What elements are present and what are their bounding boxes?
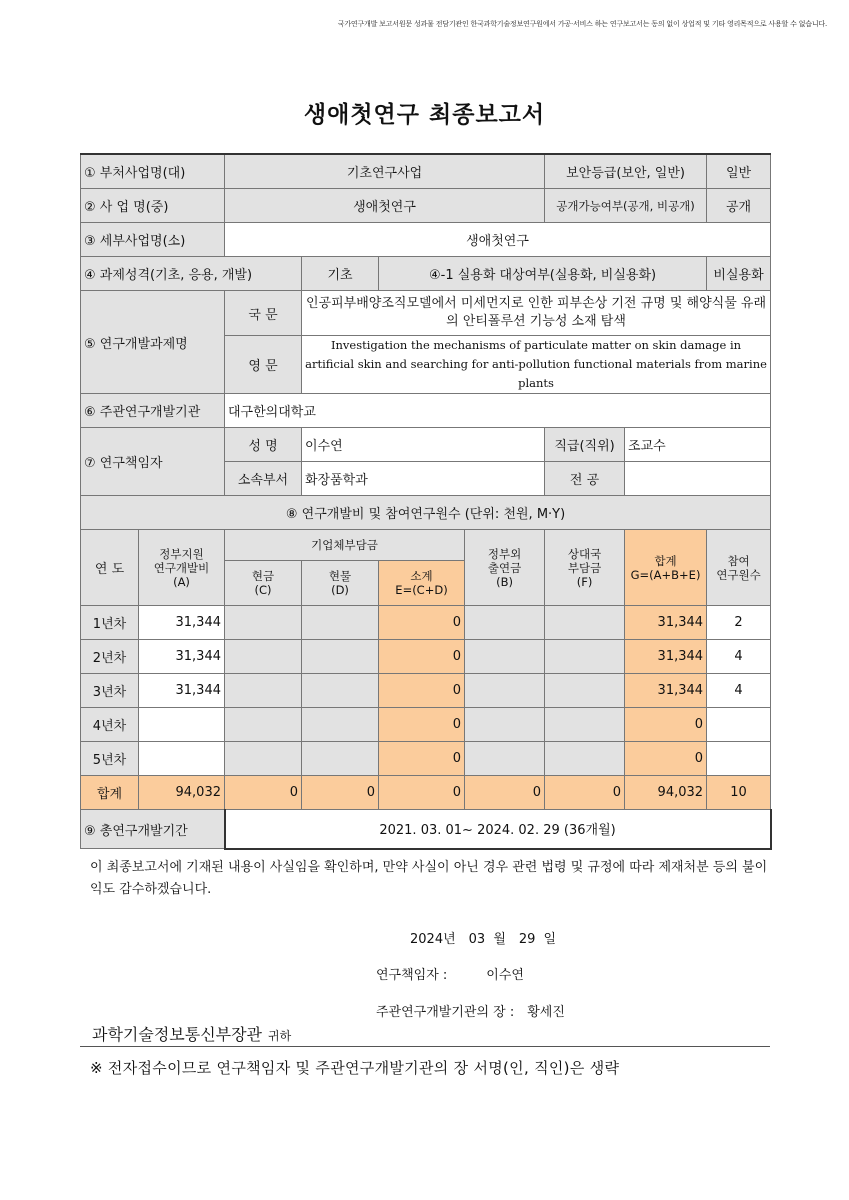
budget-row-4: 4년차 0 0 — [81, 708, 771, 742]
signer-pi: 연구책임자 : 이수연 — [376, 968, 524, 983]
page-title: 생애첫연구 최종보고서 — [303, 102, 546, 128]
header-subtotal: 소계 E=(C+D) — [379, 561, 465, 606]
ministry-value: 기초연구사업 — [225, 154, 545, 189]
header-kind: 현물 (D) — [302, 561, 379, 606]
row-budget-header-1 — [81, 530, 771, 561]
budget-row-3: 3년차 31,344 0 31,344 4 — [81, 674, 771, 708]
institution-label: ⑥ 주관연구개발기관 — [81, 394, 225, 428]
disclosure-value: 공개 — [707, 189, 771, 223]
pi-major-label: 전 공 — [545, 462, 625, 496]
security-label: 보안등급(보안, 일반) — [545, 154, 707, 189]
pi-rank-value: 조교수 — [625, 428, 771, 462]
period-label: ⑨ 총연구개발기간 — [81, 810, 225, 849]
header-other: 정부외 출연금 (B) — [465, 530, 545, 606]
budget-row-5: 5년차 0 0 — [81, 742, 771, 776]
ministry-label: ① 부처사업명(대) — [81, 154, 225, 189]
header-partner: 상대국 부담금 (F) — [545, 530, 625, 606]
security-value: 일반 — [707, 154, 771, 189]
disclosure-label: 공개가능여부(공개, 비공개) — [545, 189, 707, 223]
report-form-table — [80, 153, 772, 850]
recipient — [92, 1022, 291, 1045]
row-ministry — [81, 154, 771, 189]
footnote: ※ 전자접수이므로 연구책임자 및 주관연구개발기관의 장 서명(인, 직인)은 생략 — [90, 1059, 620, 1077]
pi-name-label: 성 명 — [225, 428, 302, 462]
header-corp: 기업체부담금 — [225, 530, 465, 561]
signer-head: 주관연구개발기관의 장 : 황세진 — [376, 1005, 565, 1020]
pi-dept-value: 화장품학과 — [302, 462, 545, 496]
row-character — [81, 257, 771, 291]
row-program — [81, 189, 771, 223]
row-period — [81, 810, 771, 849]
subprogram-value: 생애첫연구 — [225, 223, 771, 257]
divider — [80, 1046, 770, 1047]
row-pi-name — [81, 428, 771, 462]
pi-dept-label: 소속부서 — [225, 462, 302, 496]
row-subprogram — [81, 223, 771, 257]
budget-title: ⑧ 연구개발비 및 참여연구원수 (단위: 천원, M·Y) — [81, 496, 771, 530]
period-value: 2021. 03. 01~ 2024. 02. 29 (36개월) — [225, 810, 771, 849]
pi-label: ⑦ 연구책임자 — [81, 428, 225, 496]
pi-major-value — [625, 462, 771, 496]
budget-row-1: 1년차 31,344 0 31,344 2 — [81, 606, 771, 640]
character-value: 기초 — [302, 257, 379, 291]
confirmation-statement: 이 최종보고서에 기재된 내용이 사실임을 확인하며, 만약 사실이 아닌 경우 관련 법령 및 규정에 따라 제재처분 등의 불이익도 감수하겠습니다. — [90, 860, 768, 897]
budget-row-sum: 합계 94,032 0 0 0 0 0 94,032 10 — [81, 776, 771, 810]
title-en-label: 영 문 — [225, 336, 302, 394]
title-en-value: Investigation the mechanisms of particulate matter on skin damage in artificial skin and searching for anti-pollution functional materials from marine plants — [302, 336, 771, 394]
character-label: ④ 과제성격(기초, 응용, 개발) — [81, 257, 302, 291]
program-value: 생애첫연구 — [225, 189, 545, 223]
row-institution — [81, 394, 771, 428]
recipient-name: 과학기술정보통신부장관 — [92, 1025, 263, 1044]
header-cash: 현금 (C) — [225, 561, 302, 606]
row-budget-title — [81, 496, 771, 530]
header-total: 합계 G=(A+B+E) — [625, 530, 707, 606]
title-ko-label: 국 문 — [225, 291, 302, 336]
program-label: ② 사 업 명(중) — [81, 189, 225, 223]
project-title-label: ⑤ 연구개발과제명 — [81, 291, 225, 394]
institution-value: 대구한의대학교 — [225, 394, 771, 428]
header-year: 연 도 — [81, 530, 139, 606]
usage-notice: 국가연구개발 보고서원문 성과물 전담기관인 한국과학기술정보연구원에서 가공·서비스 하는 연구보고서는 동의 없이 상업적 및 기타 영리목적으로 사용할 수 없습니다. — [337, 20, 827, 28]
header-people: 참여 연구원수 — [707, 530, 771, 606]
budget-row-2: 2년차 31,344 0 31,344 4 — [81, 640, 771, 674]
commercialization-value: 비실용화 — [707, 257, 771, 291]
subprogram-label: ③ 세부사업명(소) — [81, 223, 225, 257]
pi-rank-label: 직급(직위) — [545, 428, 625, 462]
header-gov: 정부지원 연구개발비 (A) — [139, 530, 225, 606]
recipient-suffix: 귀하 — [268, 1029, 292, 1043]
pi-name-value: 이수연 — [302, 428, 545, 462]
row-title-ko — [81, 291, 771, 336]
title-ko-value: 인공피부배양조직모델에서 미세먼지로 인한 피부손상 기전 규명 및 해양식물 유래의 안티폴루션 기능성 소재 탐색 — [302, 291, 771, 336]
report-date: 2024년 03 월 29 일 — [410, 932, 557, 947]
commercialization-label: ④-1 실용화 대상여부(실용화, 비실용화) — [379, 257, 707, 291]
